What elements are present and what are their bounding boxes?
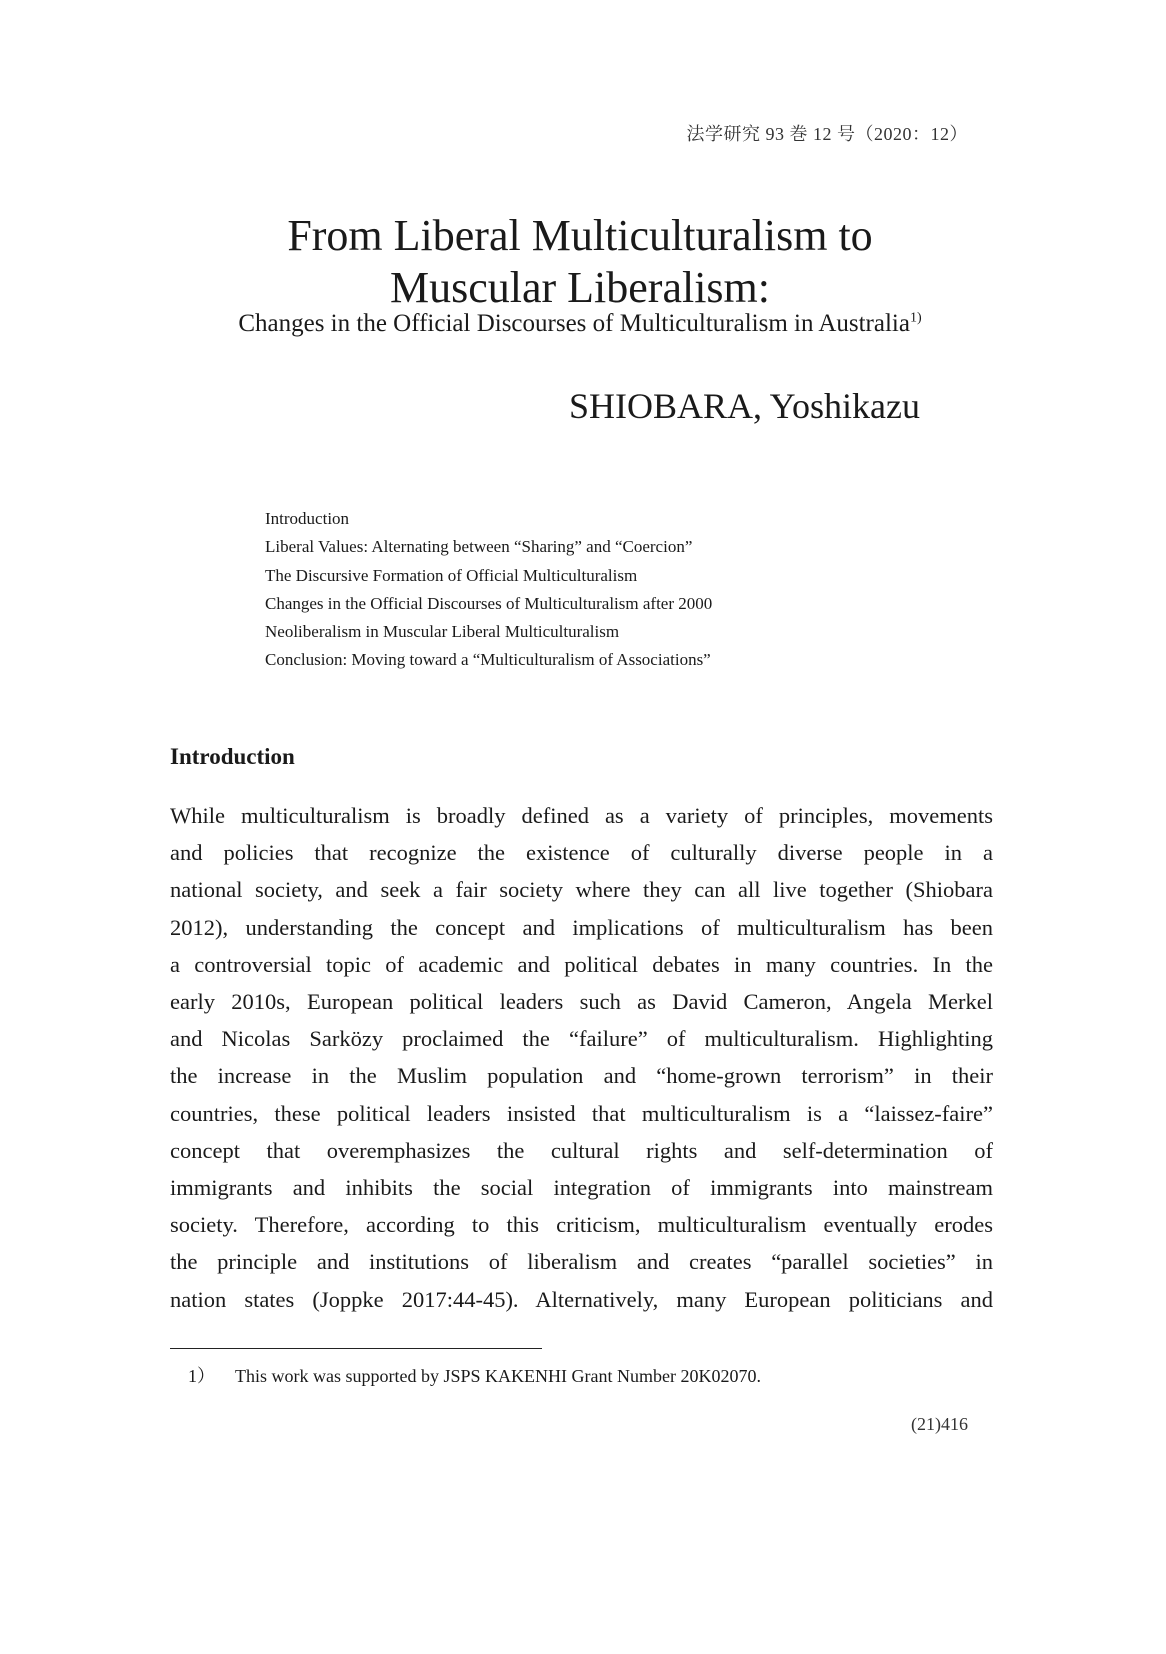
toc-item: The Discursive Formation of Official Multiculturalism	[265, 565, 638, 585]
body-line: society. Therefore, according to this criticism, multiculturalism eventually erodes	[170, 1212, 993, 1238]
title-line-1: From Liberal Multiculturalism to	[287, 211, 873, 260]
body-line: the increase in the Muslim population and “home-grown terrorism” in their	[170, 1063, 993, 1089]
toc-item: Introduction	[265, 509, 350, 528]
footnote-text: This work was supported by JSPS KAKENHI Grant Number 20K02070.	[235, 1366, 761, 1386]
body-line: early 2010s, European political leaders such as David Cameron, Angela Merkel	[170, 989, 993, 1015]
body-line: a controversial topic of academic and political debates in many countries. In the	[170, 951, 993, 977]
toc-item: Liberal Values: Alternating between “Sharing” and “Coercion”	[265, 537, 693, 557]
subtitle-text: Changes in the Official Discourses of Multiculturalism in Australia	[238, 310, 910, 337]
author: SHIOBARA, Yoshikazu	[568, 386, 920, 426]
body-line: nation states (Joppke 2017:44-45). Alternatively, many European politicians and	[170, 1286, 993, 1312]
journal-header: 法学研究 93 巻 12 号（2020：12）	[686, 124, 968, 144]
body-line: concept that overemphasizes the cultural rights and self-determination of	[170, 1137, 993, 1163]
body-line: national society, and seek a fair society where they can all live together (Shiobara	[170, 877, 993, 903]
subtitle	[0, 310, 1160, 338]
footnote-mark: 1)	[909, 310, 922, 326]
body-text	[170, 797, 993, 1318]
body-line: While multiculturalism is broadly defined as a variety of principles, movements	[170, 803, 993, 828]
table-of-contents	[265, 505, 712, 675]
body-line: and policies that recognize the existence of culturally diverse people in a	[170, 840, 993, 866]
body-line: the principle and institutions of liberalism and creates “parallel societies” in	[170, 1249, 993, 1275]
body-line: 2012), understanding the concept and implications of multiculturalism has been	[170, 914, 993, 940]
body-line: countries, these political leaders insisted that multiculturalism is a “laissez-faire”	[170, 1100, 993, 1126]
toc-item: Changes in the Official Discourses of Multiculturalism after 2000	[265, 593, 713, 613]
footnote-number: 1）	[188, 1366, 215, 1386]
title-line-2: Muscular Liberalism:	[389, 263, 770, 312]
section-heading: Introduction	[170, 744, 295, 769]
footnote	[188, 1362, 761, 1388]
toc-item: Conclusion: Moving toward a “Multiculturalism of Associations”	[265, 650, 711, 670]
toc-item: Neoliberalism in Muscular Liberal Multiculturalism	[265, 622, 620, 642]
body-line: immigrants and inhibits the social integration of immigrants into mainstream	[170, 1175, 993, 1201]
footnote-divider	[170, 1348, 542, 1349]
page-number: (21)416	[911, 1414, 968, 1434]
body-line: and Nicolas Sarközy proclaimed the “failure” of multiculturalism. Highlighting	[170, 1026, 993, 1052]
